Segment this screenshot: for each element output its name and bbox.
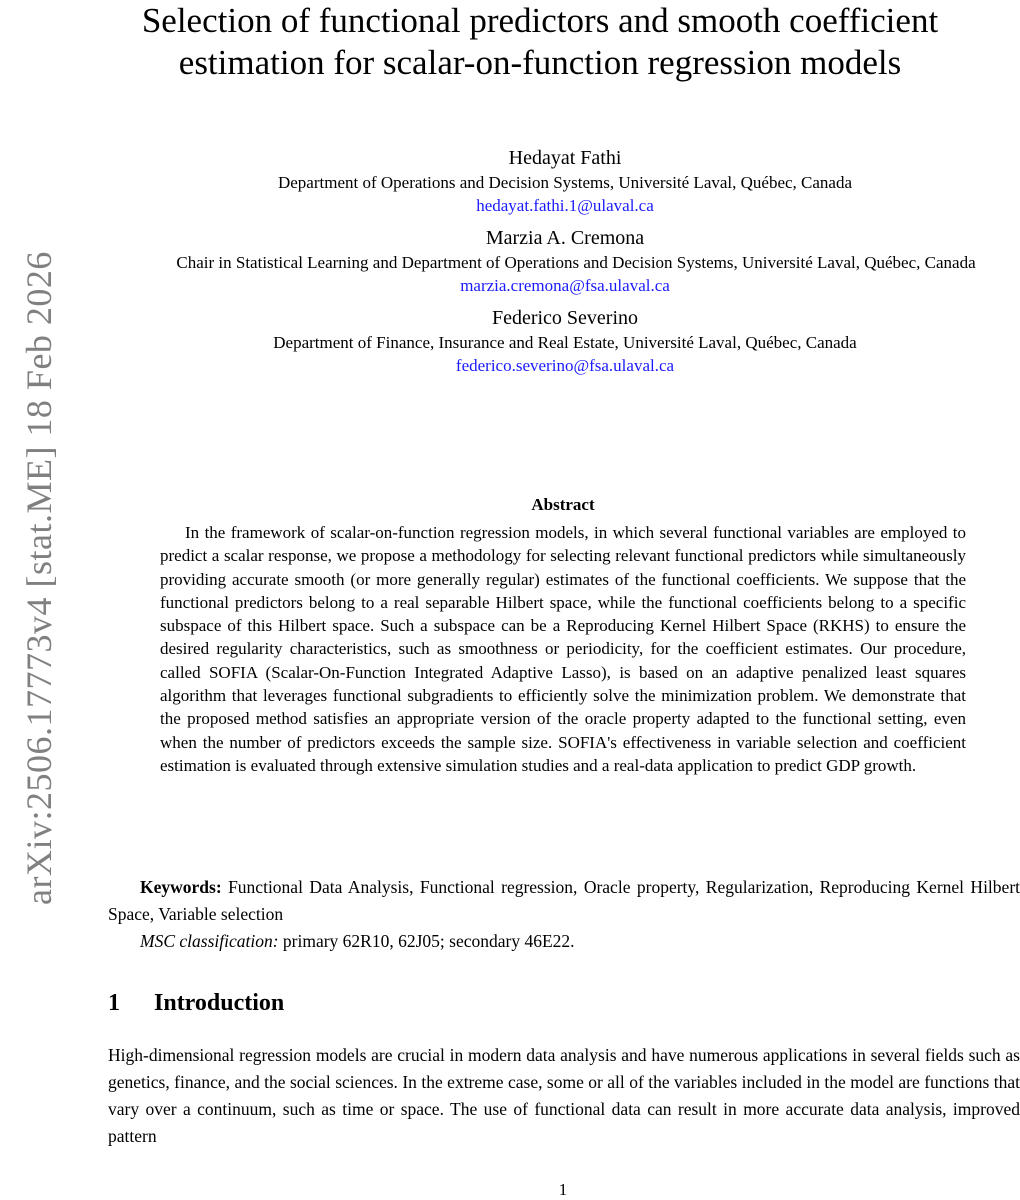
msc-line	[108, 928, 1020, 955]
section-number: 1	[108, 990, 120, 1016]
abstract	[160, 493, 966, 777]
abstract-heading: Abstract	[531, 495, 595, 514]
msc-text: primary 62R10, 62J05; secondary 46E22.	[282, 931, 575, 951]
introduction-paragraph: High-dimensional regression models are crucial in modern data analysis and have numerous applications in several fields such as genetics, finance, and the social sciences. In the extreme case, some or all of the variables included in the model are functions that vary over a continuum, such as time or space. The use of functional data can result in more accurate data analysis, improved pattern	[108, 1045, 1020, 1146]
section-heading	[108, 990, 284, 1017]
abstract-text: In the framework of scalar-on-function regression models, in which several functional variables are employed to predict a scalar response, we propose a methodology for selecting relevant functional predictors while simultaneously providing accurate smooth (or more generally regular) estimates of the functional coefficients. We suppose that the functional predictors belong to a real separable Hilbert space, while the functional coefficients belong to a specific subspace of this Hilbert space. Such a subspace can be a Reproducing Kernel Hilbert Space (RKHS) to ensure the desired regularity characteristics, such as smoothness or periodicity, for the coefficient estimates. Our procedure, called SOFIA (Scalar-On-Function Integrated Adaptive Lasso), is based on an adaptive penalized least squares algorithm that leverages functional subgradients to efficiently solve the minimization problem. We demonstrate that the proposed method satisfies an appropriate version of the oracle property adapted to the functional setting, even when the number of predictors exceeds the sample size. SOFIA's effectiveness in variable selection and coefficient estimation is evaluated through extensive simulation studies and a real-data application to predict GDP growth.	[160, 523, 966, 775]
author-email-link[interactable]: hedayat.fathi.1@ulaval.ca	[476, 196, 654, 215]
author-affiliation: Chair in Statistical Learning and Department of Operations and Decision Systems, Université Laval, Québec, Canada	[176, 253, 976, 272]
author-name: Hedayat Fathi	[508, 147, 622, 169]
author-name: Marzia A. Cremona	[485, 227, 645, 249]
author-affiliation: Department of Operations and Decision Systems, Université Laval, Québec, Canada	[277, 173, 853, 192]
keywords-block	[108, 874, 1020, 955]
page-number: 1	[558, 1180, 568, 1199]
msc-label: MSC classification:	[140, 931, 279, 951]
author-name: Federico Severino	[491, 307, 639, 329]
author-email-link[interactable]: marzia.cremona@fsa.ulaval.ca	[460, 276, 670, 295]
paper-title: Selection of functional predictors and smooth coefficient estimation for scalar-on-function regression models	[141, 1, 939, 82]
keywords-label: Keywords:	[140, 877, 222, 897]
keywords-text: Functional Data Analysis, Functional regression, Oracle property, Regularization, Reproducing Kernel Hilbert Space, Variable selection	[108, 877, 1020, 924]
author-affiliation: Department of Finance, Insurance and Real Estate, Université Laval, Québec, Canada	[273, 333, 857, 352]
author-block	[110, 144, 1020, 384]
author	[110, 224, 1020, 298]
author	[110, 144, 1020, 218]
arxiv-identifier[interactable]: arXiv:2506.17773v4 [stat.ME] 18 Feb 2026	[19, 251, 59, 905]
author	[110, 304, 1020, 378]
keywords-line	[108, 874, 1020, 928]
author-email-link[interactable]: federico.severino@fsa.ulaval.ca	[455, 356, 675, 375]
section-title: Introduction	[154, 990, 285, 1016]
